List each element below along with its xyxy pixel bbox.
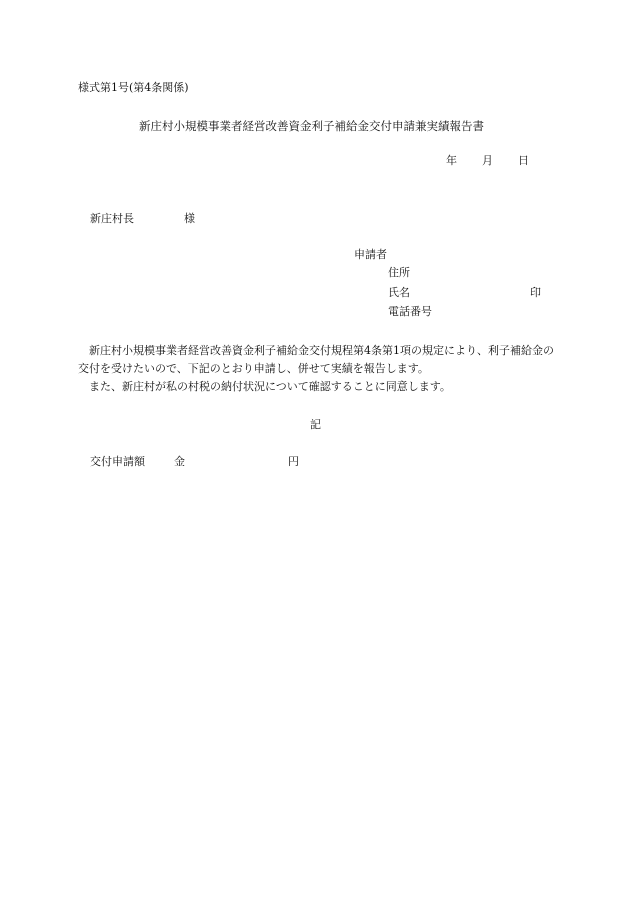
applicant-phone-label: 電話番号 — [388, 305, 432, 318]
applicant-label: 申請者 — [354, 248, 387, 261]
addressee-name: 新庄村長 — [90, 212, 134, 225]
body-paragraph-1: 新庄村小規模事業者経営改善資金利子補給金交付規程第4条第1項の規定により、利子補給金の交付を受けたいので、下記のとおり申請し、併せて実績を報告します。 — [78, 344, 554, 375]
form-number: 様式第1号(第4条関係) — [78, 81, 189, 94]
date-day-label: 日 — [518, 154, 529, 167]
record-heading: 記 — [310, 418, 321, 431]
date-year-label: 年 — [446, 154, 457, 167]
amount-label: 交付申請額 — [90, 455, 145, 468]
addressee-honorific: 様 — [184, 212, 195, 225]
body-paragraph-2: また、新庄村が私の村税の納付状況について確認することに同意します。 — [89, 380, 451, 393]
body-text — [78, 342, 554, 396]
amount-unit: 円 — [288, 455, 299, 468]
date-month-label: 月 — [482, 154, 493, 167]
document-title: 新庄村小規模事業者経営改善資金利子補給金交付申請兼実績報告書 — [139, 119, 484, 133]
amount-prefix: 金 — [174, 455, 185, 468]
seal-mark: 印 — [530, 286, 541, 299]
applicant-name-label: 氏名 — [388, 286, 410, 299]
applicant-address-label: 住所 — [388, 266, 410, 279]
